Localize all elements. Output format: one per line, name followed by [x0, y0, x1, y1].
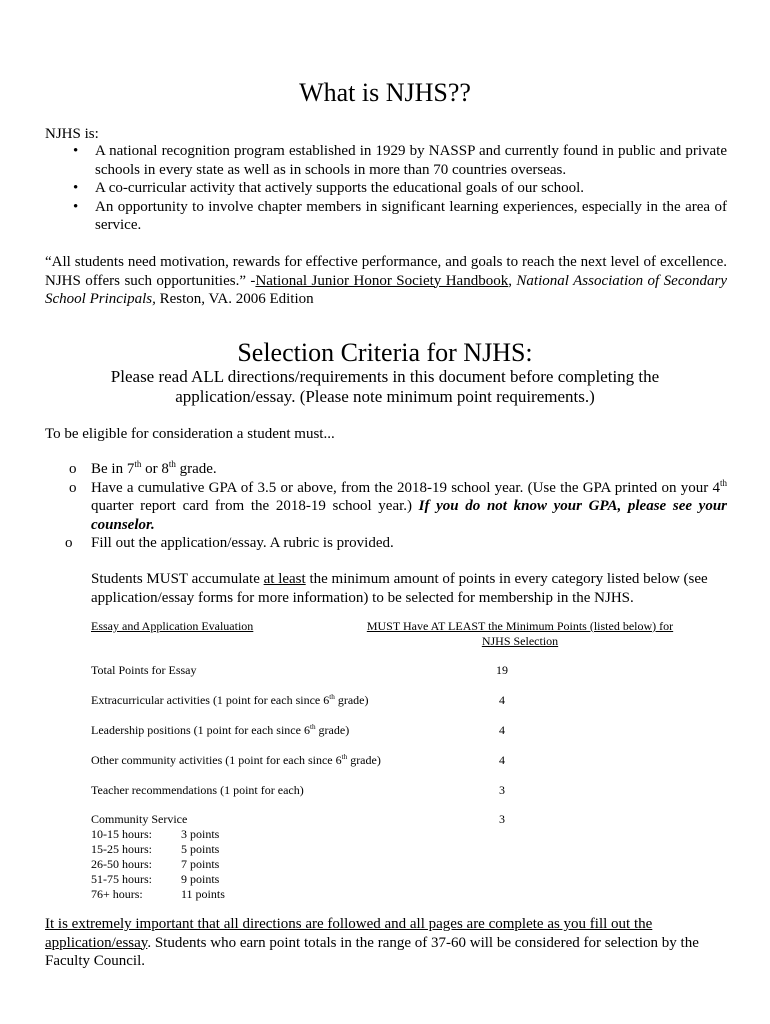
table-row-value: 4 — [499, 723, 505, 737]
list-item: • A national recognition program established in 1929 by NASSP and currently found in public and private schools in every state as well as in schools in more than 70 countries overseas. — [73, 143, 727, 178]
community-service-value: 3 — [499, 812, 505, 826]
table-row-value: 3 — [499, 783, 505, 797]
selection-criteria-subtitle: Please read ALL directions/requirements in this document before completing the application/essay. (Please note minimum point requirements.) — [110, 367, 660, 406]
organization-name: National Association of Secondary School Principals, — [45, 272, 727, 307]
service-hours: 10-15 hours: — [91, 827, 152, 841]
page-title: What is NJHS?? — [299, 78, 471, 107]
criteria-gpa: o Have a cumulative GPA of 3.5 or above, from the 2018-19 school year. (Use the GPA printed on your 4th quarter report card from the 2018-19 school year.) If you do not know your GPA, please see your counselor. — [69, 477, 727, 533]
points-requirement-text: Students MUST accumulate at least the minimum amount of points in every category listed below (see application/essay forms for more information) to be selected for membership in the NJHS. — [91, 571, 708, 606]
selection-criteria-title: Selection Criteria for NJHS: — [237, 338, 533, 367]
criteria-grade: o Be in 7th or 8th grade. — [69, 459, 217, 477]
service-points: 9 points — [181, 872, 220, 886]
eligibility-intro: To be eligible for consideration a student must... — [45, 426, 335, 442]
handbook-title: National Junior Honor Society Handbook — [255, 272, 509, 289]
table-row-label: Extracurricular activities (1 point for each since 6th grade) — [91, 693, 369, 707]
table-header-category: Essay and Application Evaluation — [91, 619, 254, 633]
table-row-value: 19 — [496, 663, 508, 677]
service-points: 5 points — [181, 842, 220, 856]
gpa-note: If you do not know your GPA, please see your counselor. — [91, 498, 727, 533]
table-header-minimum: MUST Have AT LEAST the Minimum Points (listed below) for NJHS Selection — [366, 619, 674, 648]
criteria-application: o Fill out the application/essay. A rubric is provided. — [65, 535, 394, 551]
circle-bullet-icon: o — [65, 535, 73, 551]
service-hours: 76+ hours: — [91, 887, 143, 901]
service-points: 11 points — [181, 887, 225, 901]
intro-label: NJHS is: — [45, 126, 99, 142]
table-row-label: Total Points for Essay — [91, 663, 197, 677]
table-row-value: 4 — [499, 753, 505, 767]
table-row-label: Leadership positions (1 point for each since 6th grade) — [91, 723, 350, 737]
table-row-label: Other community activities (1 point for each since 6th grade) — [91, 753, 381, 767]
service-hours: 15-25 hours: — [91, 842, 152, 856]
closing-note: It is extremely important that all directions are followed and all pages are complete as you fill out the application/essay. Students who earn point totals in the range of 37-60 will be considered for selection by the Faculty Council. — [45, 916, 699, 969]
handbook-quote: “All students need motivation, rewards for effective performance, and goals to reach the next level of excellence. NJHS offers such opportunities.” -National Junior Honor Society Handbook, National Association of Secondary School Principals, Reston, VA. 2006 Edition — [45, 254, 727, 307]
service-points: 7 points — [181, 857, 220, 871]
table-row-label: Teacher recommendations (1 point for each) — [91, 783, 304, 797]
service-hours: 26-50 hours: — [91, 857, 152, 871]
list-item: • A co-curricular activity that actively supports the educational goals of our school. — [73, 180, 585, 196]
table-row-value: 4 — [499, 693, 505, 707]
bullet-icon: • — [73, 180, 79, 196]
bullet-icon: • — [73, 198, 79, 215]
njhs-definition-list — [45, 142, 727, 235]
community-service-label: Community Service — [91, 812, 188, 826]
circle-bullet-icon: o — [69, 479, 77, 496]
bullet-icon: • — [73, 143, 79, 159]
service-points: 3 points — [181, 827, 220, 841]
service-hours: 51-75 hours: — [91, 872, 152, 886]
circle-bullet-icon: o — [69, 461, 77, 477]
list-item: • An opportunity to involve chapter members in significant learning experiences, especially in the area of service. — [73, 198, 727, 233]
eligibility-criteria-list — [45, 460, 727, 553]
